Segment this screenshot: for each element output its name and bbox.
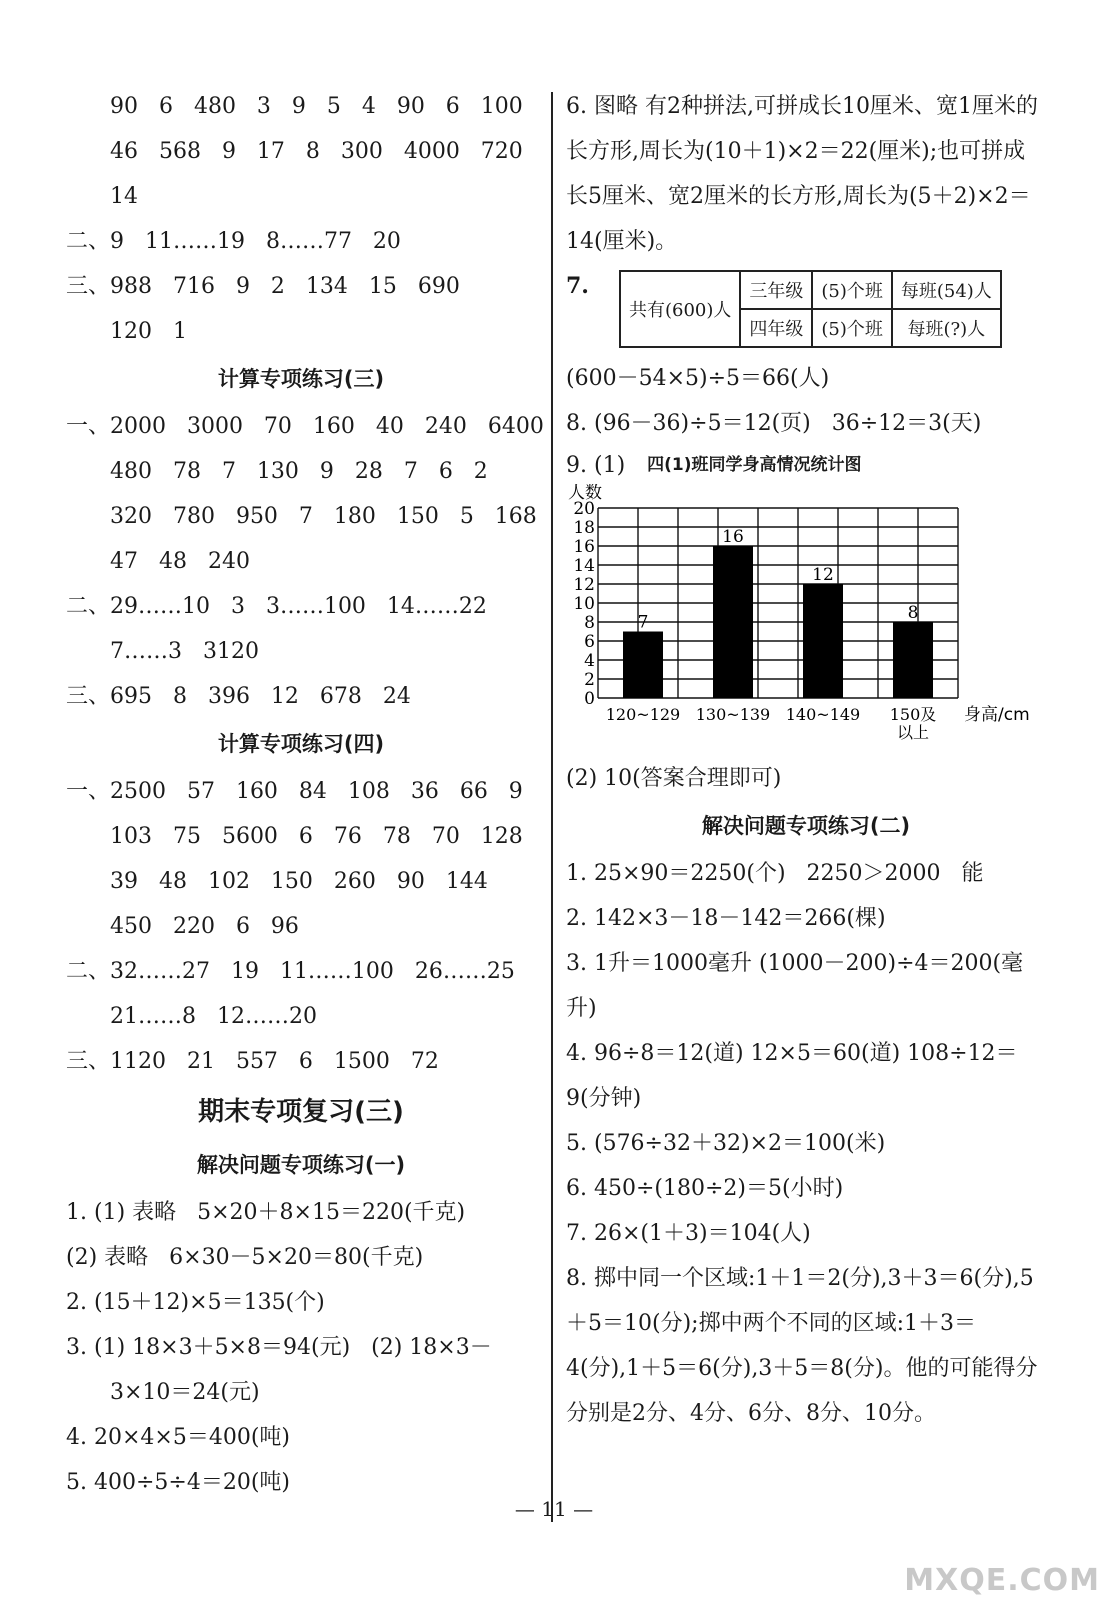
table-cell: (5)个班 bbox=[812, 271, 892, 309]
bar bbox=[803, 584, 843, 698]
answer-line: (2) 表略 6×30－5×20＝80(千克) bbox=[66, 1245, 424, 1270]
answer-line: 一、2500 57 160 84 108 36 66 9 bbox=[66, 779, 523, 804]
answer-line: 一、2000 3000 70 160 40 240 6400 bbox=[66, 414, 544, 439]
section-heading: 解决问题专项练习(二) bbox=[701, 814, 911, 838]
table-cell: 四年级 bbox=[740, 309, 812, 347]
answer-line: 三、988 716 9 2 134 15 690 bbox=[66, 274, 460, 299]
answer-line: 8. (96－36)÷5＝12(页) 36÷12＝3(天) bbox=[566, 411, 982, 436]
x-tick-label: 以上 bbox=[896, 723, 930, 742]
answer-item: 3. 1升＝1000毫升 (1000－200)÷4＝200(毫升) bbox=[566, 951, 1024, 1021]
bar bbox=[623, 632, 663, 699]
table-cell-total: 共有(600)人 bbox=[620, 271, 740, 347]
watermark-logo: MXQE.COM bbox=[904, 1563, 1100, 1598]
answer-line: 5. 400÷5÷4＝20(吨) bbox=[66, 1470, 290, 1495]
section-heading: 计算专项练习(四) bbox=[217, 732, 385, 756]
bar bbox=[893, 622, 933, 698]
answer-line: 47 48 240 bbox=[110, 549, 250, 574]
data-label: 16 bbox=[722, 527, 744, 547]
answer-line: 39 48 102 150 260 90 144 bbox=[110, 869, 488, 894]
y-tick-label: 4 bbox=[584, 651, 595, 671]
answer-line: 3×10＝24(元) bbox=[110, 1380, 260, 1405]
left-column bbox=[66, 84, 544, 1505]
answer-line: 103 75 5600 6 76 78 70 128 bbox=[110, 824, 523, 849]
x-tick-label: 140~149 bbox=[785, 705, 861, 724]
answer-line: 7……3 3120 bbox=[110, 639, 259, 664]
y-tick-label: 12 bbox=[573, 575, 595, 595]
answer-line: 120 1 bbox=[110, 319, 187, 344]
answer-line: 二、32……27 19 11……100 26……25 bbox=[66, 959, 515, 984]
y-tick-label: 6 bbox=[584, 632, 595, 652]
y-tick-label: 14 bbox=[573, 556, 595, 576]
answer-line: 二、29……10 3 3……100 14……22 bbox=[66, 594, 487, 619]
answer-line: 21……8 12……20 bbox=[110, 1004, 317, 1029]
answer-line: 1. (1) 表略 5×20＋8×15＝220(千克) bbox=[66, 1200, 466, 1225]
answer-line: 46 568 9 17 8 300 4000 720 bbox=[110, 139, 523, 164]
item-number: 7. bbox=[566, 273, 589, 299]
bar bbox=[713, 546, 753, 698]
y-tick-label: 8 bbox=[584, 613, 595, 633]
y-tick-label: 18 bbox=[573, 518, 595, 538]
answer-line: 450 220 6 96 bbox=[110, 914, 299, 939]
answer-line: 3. (1) 18×3＋5×8＝94(元) (2) 18×3－ bbox=[66, 1335, 492, 1360]
page-number: — 11 — bbox=[514, 1497, 594, 1521]
answer-line: 2. 142×3－18－142＝266(棵) bbox=[566, 906, 886, 931]
data-label: 8 bbox=[907, 603, 919, 623]
y-tick-label: 2 bbox=[584, 670, 595, 690]
answer-item: 4. 96÷8＝12(道) 12×5＝60(道) 108÷12＝9(分钟) bbox=[566, 1041, 1018, 1111]
answer-item: 6. 图略 有2种拼法,可拼成长10厘米、宽1厘米的长方形,周长为(10＋1)×2＝22(厘米);也可拼成长5厘米、宽2厘米的长方形,周长为(5＋2)×2＝14(厘米)。 bbox=[566, 94, 1038, 254]
section-heading: 解决问题专项练习(一) bbox=[196, 1153, 406, 1177]
item-9-head bbox=[566, 446, 1046, 484]
answer-line: 90 6 480 3 9 5 4 90 6 100 bbox=[110, 94, 523, 119]
answer-line: 5. (576÷32＋32)×2＝100(米) bbox=[566, 1131, 886, 1156]
section-heading: 计算专项练习(三) bbox=[217, 367, 385, 391]
item-number: 9. (1) bbox=[566, 452, 626, 478]
answer-line: 7. 26×(1＋3)＝104(人) bbox=[566, 1221, 811, 1246]
answer-line: 二、9 11……19 8……77 20 bbox=[66, 229, 401, 254]
x-tick-label: 120~129 bbox=[605, 705, 681, 724]
answer-line: 1. 25×90＝2250(个) 2250＞2000 能 bbox=[566, 861, 984, 886]
answer-line: 6. 450÷(180÷2)＝5(小时) bbox=[566, 1176, 844, 1201]
class-table bbox=[619, 270, 1002, 348]
y-tick-label: 10 bbox=[573, 594, 595, 614]
bar-chart bbox=[566, 484, 1036, 752]
table-cell: (5)个班 bbox=[812, 309, 892, 347]
answer-line: 三、1120 21 557 6 1500 72 bbox=[66, 1049, 439, 1074]
answer-line: 14 bbox=[110, 184, 138, 209]
answer-line: 320 780 950 7 180 150 5 168 bbox=[110, 504, 537, 529]
answer-line: 4. 20×4×5＝400(吨) bbox=[66, 1425, 290, 1450]
answer-line: 480 78 7 130 9 28 7 6 2 bbox=[110, 459, 488, 484]
x-tick-label: 150及 bbox=[889, 705, 937, 724]
y-tick-label: 0 bbox=[584, 689, 595, 709]
y-tick-label: 16 bbox=[573, 537, 595, 557]
answer-line: 三、695 8 396 12 678 24 bbox=[66, 684, 411, 709]
answer-line: (2) 10(答案合理即可) bbox=[566, 766, 782, 791]
answer-line: 2. (15＋12)×5＝135(个) bbox=[66, 1290, 325, 1315]
x-axis-label: 身高/cm bbox=[964, 705, 1030, 725]
item-7 bbox=[566, 264, 1046, 356]
table-cell: 三年级 bbox=[740, 271, 812, 309]
x-tick-label: 130~139 bbox=[695, 705, 771, 724]
chapter-heading: 期末专项复习(三) bbox=[198, 1097, 404, 1127]
right-column bbox=[566, 84, 1046, 1436]
answer-item: 8. 掷中同一个区域:1＋1＝2(分),3＋3＝6(分),5＋5＝10(分);掷中两个不同的区域:1＋3＝4(分),1＋5＝6(分),3＋5＝8(分)。他的可能得分分别是2分、4分、6分、8分、10分。 bbox=[566, 1266, 1038, 1426]
data-label: 7 bbox=[637, 612, 649, 633]
table-cell: 每班(?)人 bbox=[892, 309, 1001, 347]
table-cell: 每班(54)人 bbox=[892, 271, 1001, 309]
data-label: 12 bbox=[812, 565, 834, 585]
chart-title: 四(1)班同学身高情况统计图 bbox=[647, 454, 862, 475]
answer-line: (600－54×5)÷5＝66(人) bbox=[566, 366, 830, 391]
column-divider bbox=[551, 92, 553, 1522]
y-axis-label: 人数 bbox=[568, 484, 602, 503]
y-tick-label: 20 bbox=[573, 499, 595, 519]
